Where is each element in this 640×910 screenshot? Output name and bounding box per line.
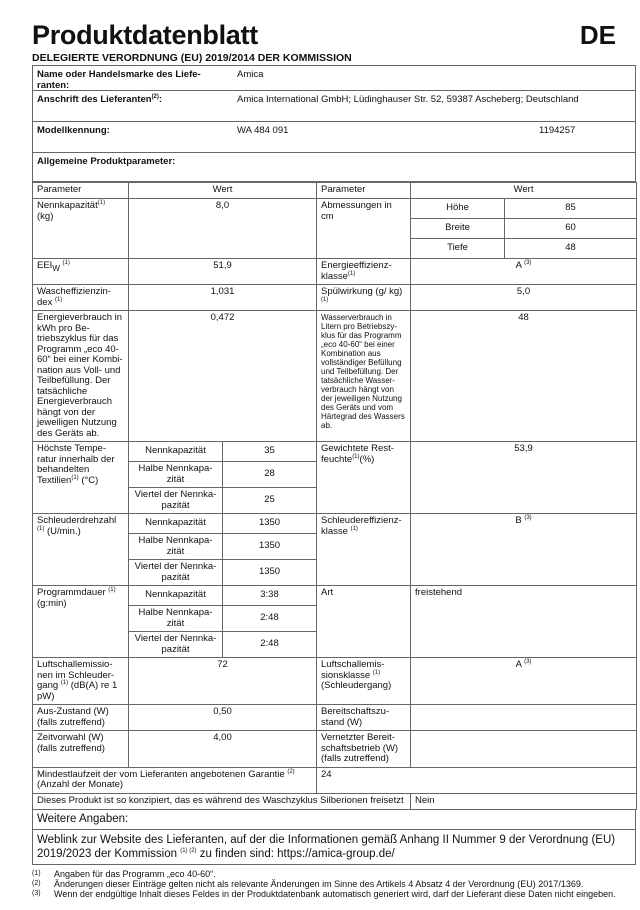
off-mode-value: 0,50 xyxy=(129,705,317,731)
height-label: Höhe xyxy=(411,199,505,219)
supplier-name-value: Amica xyxy=(237,69,264,80)
table-row xyxy=(33,658,637,705)
max-temp-half-value: 28 xyxy=(223,462,317,488)
noise-class-label: Luftschallemis-sionsklasse $^{(1)}$ (Schleudergang) xyxy=(317,658,411,705)
table-row xyxy=(33,705,637,731)
supplier-address-row xyxy=(33,91,635,122)
duration-label: Programmdauer $^{(1)}$ (g:min) xyxy=(33,586,129,658)
washing-index-label: Wascheffizienzin-dex $^{(1)}$ xyxy=(33,285,129,311)
table-row xyxy=(33,731,637,768)
weblink-text: Weblink zur Website des Lieferanten, auf der die Informationen gemäß Anhang II Nummer 9 der Verordnung (EU) 2019/2023 der Kommission $^{(1) (2)}$ zu finden sind: https://amica-group.de/ xyxy=(32,830,636,865)
max-temp-label: Höchste Tempe-ratur innerhalb der behandelten Textilien$^{(1)}$ (°C) xyxy=(33,442,129,514)
table-header-row xyxy=(33,183,637,199)
spin-rated-value: 1350 xyxy=(223,514,317,534)
spin-class-value: B $^{(3)}$ xyxy=(411,514,637,586)
regulation-subtitle: DELEGIERTE VERORDNUNG (EU) 2019/2014 DER KOMMISSION xyxy=(32,51,636,66)
standby-label: Bereitschaftszu-stand (W) xyxy=(317,705,411,731)
spin-quarter-value: 1350 xyxy=(223,560,317,586)
delay-label: Zeitvorwahl (W) (falls zutreffend) xyxy=(33,731,129,768)
table-row xyxy=(33,285,637,311)
rated-capacity-value: 8,0 xyxy=(129,199,317,259)
table-row xyxy=(33,793,637,809)
supplier-name-label: Name oder Handelsmarke des Liefe-ranten: xyxy=(37,69,201,91)
energy-consumption-label: Energieverbrauch in kWh pro Be-triebszyklus für das Programm „eco 40-60“ bei einer Kombi-nation aus Voll- und Teilbefüllung. Der tatsächliche Energieverbrauch hängt von der jeweiligen Nutzung des Geräts ab. xyxy=(33,311,129,442)
warranty-value: 24 xyxy=(317,767,637,793)
max-temp-half-label: Halbe Nennkapa-zität xyxy=(129,462,223,488)
noise-label: Luftschallemissio-nen im Schleuder-gang $^{(1)}$ (dB(A) re 1 pW) xyxy=(33,658,129,705)
supplier-name-row xyxy=(33,66,635,91)
dimensions-label: Abmessungen in cm xyxy=(317,199,411,259)
model-row xyxy=(33,122,635,153)
spin-half-value: 1350 xyxy=(223,534,317,560)
duration-quarter-value: 2:48 xyxy=(223,632,317,658)
table-row xyxy=(33,586,637,606)
model-code: 1194257 xyxy=(539,125,576,136)
supplier-info xyxy=(32,66,636,182)
duration-half-label: Halbe Nennkapa-zität xyxy=(129,606,223,632)
noise-class-value: A $^{(3)}$ xyxy=(411,658,637,705)
general-params-row xyxy=(33,153,635,182)
supplier-address-value: Amica International GmbH; Lüdinghauser Str. 52, 59387 Ascheberg; Deutschland xyxy=(237,94,579,105)
warranty-label: Mindestlaufzeit der vom Lieferanten angebotenen Garantie $^{(2)}$ (Anzahl der Monate) xyxy=(33,767,317,793)
table-row xyxy=(33,442,637,462)
page-title: Produktdatenblatt xyxy=(32,20,258,50)
table-row xyxy=(33,311,637,442)
water-consumption-value: 48 xyxy=(411,311,637,442)
height-value: 85 xyxy=(505,199,637,219)
footnote: (1) Angaben für das Programm „eco 40-60“. xyxy=(32,868,216,879)
width-value: 60 xyxy=(505,219,637,239)
width-label: Breite xyxy=(411,219,505,239)
max-temp-quarter-label: Viertel der Nennka-pazität xyxy=(129,488,223,514)
spin-class-label: Schleudereffizienz-klasse $^{(1)}$ xyxy=(317,514,411,586)
energy-consumption-value: 0,472 xyxy=(129,311,317,442)
product-data-sheet xyxy=(32,0,636,899)
networked-standby-value xyxy=(411,731,637,768)
footnote: (3) Wenn der endgültige Inhalt dieses Feldes in der Produktdatenbank automatisch generiert wird, darf der Lieferant diese Daten nicht eingeben. xyxy=(32,888,616,899)
duration-rated-value: 3:38 xyxy=(223,586,317,606)
rinsing-label: Spülwirkung (g/ kg) $^{(1)}$ xyxy=(317,285,411,311)
parameters-table xyxy=(32,182,637,810)
spin-rated-label: Nennkapazität xyxy=(129,514,223,534)
eei-value: 51,9 xyxy=(129,259,317,285)
eei-label: $EEI_W$ $^{(1)}$ xyxy=(33,259,129,285)
spin-half-label: Halbe Nennkapa-zität xyxy=(129,534,223,560)
language-code: DE xyxy=(579,20,616,50)
table-row xyxy=(33,199,637,219)
max-temp-quarter-value: 25 xyxy=(223,488,317,514)
standby-value xyxy=(411,705,637,731)
depth-value: 48 xyxy=(505,239,637,259)
footnote: (2) Änderungen dieser Einträge gelten nicht als relevante Änderungen im Sinne des Artikels 4 Absatz 4 der Verordnung (EU) 2017/1369. xyxy=(32,878,584,889)
silver-ions-label: Dieses Produkt ist so konzipiert, das es während des Waschzyklus Silberionen freisetzt xyxy=(33,793,411,809)
header-parameter-left: Parameter xyxy=(33,183,129,199)
general-params-label: Allgemeine Produktparameter: xyxy=(37,156,176,167)
model-value: WA 484 091 xyxy=(237,125,289,136)
duration-rated-label: Nennkapazität xyxy=(129,586,223,606)
more-info-label: Weitere Angaben: xyxy=(32,810,636,830)
off-mode-label: Aus-Zustand (W) (falls zutreffend) xyxy=(33,705,129,731)
header-value-right: Wert xyxy=(411,183,637,199)
type-value: freistehend xyxy=(411,586,637,658)
moisture-value: 53,9 xyxy=(411,442,637,514)
table-row xyxy=(33,767,637,793)
header-parameter-right: Parameter xyxy=(317,183,411,199)
max-temp-rated-value: 35 xyxy=(223,442,317,462)
rinsing-value: 5,0 xyxy=(411,285,637,311)
water-consumption-label: Wasserverbrauch in Litern pro Betriebszy-klus für das Programm „eco 40-60“ bei einer Kombination aus vollständiger Befüllung und Teilbefüllung. Der tatsächliche Wasser-verbrauch hängt von der jeweiligen Nutzung des Geräts und vom Härtegrad des Wassers ab. xyxy=(317,311,411,442)
type-label: Art xyxy=(317,586,411,658)
noise-value: 72 xyxy=(129,658,317,705)
moisture-label: Gewichtete Rest-feuchte$^{(1)}$(%) xyxy=(317,442,411,514)
title-row xyxy=(32,20,636,50)
energy-class-label: Energieeffizienz-klasse$^{(1)}$ xyxy=(317,259,411,285)
delay-value: 4,00 xyxy=(129,731,317,768)
duration-quarter-label: Viertel der Nennka-pazität xyxy=(129,632,223,658)
duration-half-value: 2:48 xyxy=(223,606,317,632)
supplier-address-label: Anschrift des Lieferanten$^{(2)}$: xyxy=(37,93,163,105)
depth-label: Tiefe xyxy=(411,239,505,259)
table-row xyxy=(33,514,637,534)
networked-standby-label: Vernetzter Bereit-schaftsbetrieb (W) (falls zutreffend) xyxy=(317,731,411,768)
silver-ions-value: Nein xyxy=(411,793,637,809)
energy-class-value: A $^{(3)}$ xyxy=(411,259,637,285)
spin-quarter-label: Viertel der Nennka-pazität xyxy=(129,560,223,586)
spin-speed-label: Schleuderdrehzahl $^{(1)}$ (U/min.) xyxy=(33,514,129,586)
table-row xyxy=(33,259,637,285)
footnotes xyxy=(32,869,636,899)
model-label: Modellkennung: xyxy=(37,125,110,136)
header-value-left: Wert xyxy=(129,183,317,199)
washing-index-value: 1,031 xyxy=(129,285,317,311)
rated-capacity-label: Nennkapazität$^{(1)}$ (kg) xyxy=(33,199,129,259)
max-temp-rated-label: Nennkapazität xyxy=(129,442,223,462)
